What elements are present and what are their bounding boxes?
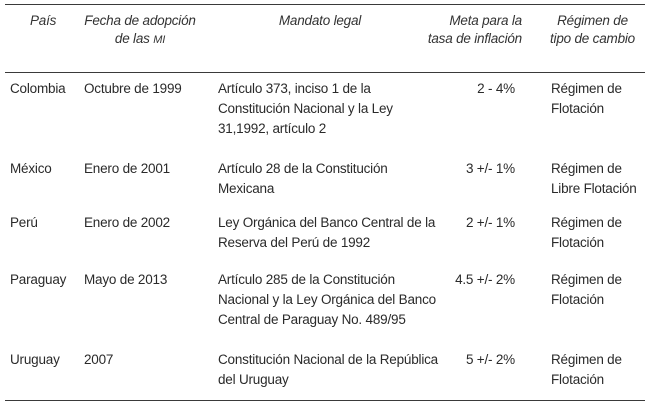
header-fecha-line2-abbr: MI [153, 34, 166, 46]
table-top-rule [5, 4, 645, 5]
cell-regimen-line: Régimen de [551, 352, 622, 367]
cell-regimen-line: Flotación [551, 372, 604, 387]
cell-meta: 2 +/- 1% [465, 215, 515, 230]
cell-regimen-line: Libre Flotación [551, 181, 637, 196]
cell-meta: 4.5 +/- 2% [455, 272, 515, 287]
cell-meta: 3 +/- 1% [465, 161, 515, 176]
header-meta-line2: tasa de inflación [427, 31, 522, 46]
cell-regimen-line: Régimen de [551, 81, 622, 96]
header-fecha-line1: Fecha de adopción [84, 13, 196, 28]
cell-regimen-line: Flotación [551, 101, 604, 116]
cell-fecha: Enero de 2001 [84, 161, 170, 176]
cell-meta: 2 - 4% [477, 81, 515, 96]
cell-regimen [551, 79, 622, 119]
cell-meta: 5 +/- 2% [465, 352, 515, 367]
cell-regimen-line: Flotación [551, 235, 604, 250]
cell-mandato [218, 213, 435, 253]
cell-regimen [551, 159, 637, 199]
header-meta-line1: Meta para la [449, 13, 522, 28]
cell-regimen-line: Régimen de [551, 215, 622, 230]
cell-mandato [218, 159, 388, 199]
cell-mandato-line: Mexicana [218, 181, 275, 196]
cell-pais: Uruguay [10, 352, 60, 367]
cell-regimen-line: Régimen de [551, 272, 622, 287]
header-mandato-legal: Mandato legal [278, 13, 362, 28]
cell-regimen-line: Régimen de [551, 161, 622, 176]
cell-regimen [551, 270, 622, 310]
header-regimen-line1: Régimen de [557, 13, 628, 28]
cell-mandato-line: Constitución Nacional de la República [218, 352, 438, 367]
cell-regimen-line: Flotación [551, 292, 604, 307]
header-fecha-line2 [80, 30, 200, 49]
cell-fecha: Mayo de 2013 [84, 272, 168, 287]
header-fecha-line2-prefix: de las [114, 31, 154, 46]
cell-mandato-line: Nacional y la Ley Orgánica del Banco [218, 292, 436, 307]
cell-pais: Perú [10, 215, 38, 230]
cell-mandato-line: Central de Paraguay No. 489/95 [218, 312, 406, 327]
cell-mandato-line: del Uruguay [218, 372, 289, 387]
cell-mandato-line: Ley Orgánica del Banco Central de la [218, 215, 436, 230]
cell-mandato-line: Artículo 28 de la Constitución [218, 161, 388, 176]
cell-regimen [551, 213, 622, 253]
cell-fecha: Octubre de 1999 [84, 81, 182, 96]
table-header-rule [5, 72, 645, 73]
cell-mandato-line: Artículo 285 de la Constitución [218, 272, 395, 287]
cell-pais: Paraguay [10, 272, 67, 287]
cell-mandato [218, 270, 436, 330]
cell-mandato [218, 350, 438, 390]
header-meta-inflacion [420, 12, 522, 48]
cell-mandato-line: 31,1992, artículo 2 [218, 121, 327, 136]
cell-mandato [218, 79, 393, 139]
header-regimen-line2: tipo de cambio [549, 31, 635, 46]
header-regimen-cambio [540, 12, 645, 48]
cell-fecha: 2007 [84, 352, 114, 367]
header-fecha-adopcion [80, 12, 200, 49]
cell-pais: México [10, 161, 52, 176]
cell-mandato-line: Reserva del Perú de 1992 [218, 235, 371, 250]
cell-mandato-line: Constitución Nacional y la Ley [218, 101, 393, 116]
cell-pais: Colombia [10, 81, 66, 96]
cell-regimen [551, 350, 622, 390]
header-pais: País [30, 13, 57, 28]
cell-mandato-line: Artículo 373, inciso 1 de la [218, 81, 371, 96]
cell-fecha: Enero de 2002 [84, 215, 170, 230]
table-bottom-rule [5, 400, 645, 401]
